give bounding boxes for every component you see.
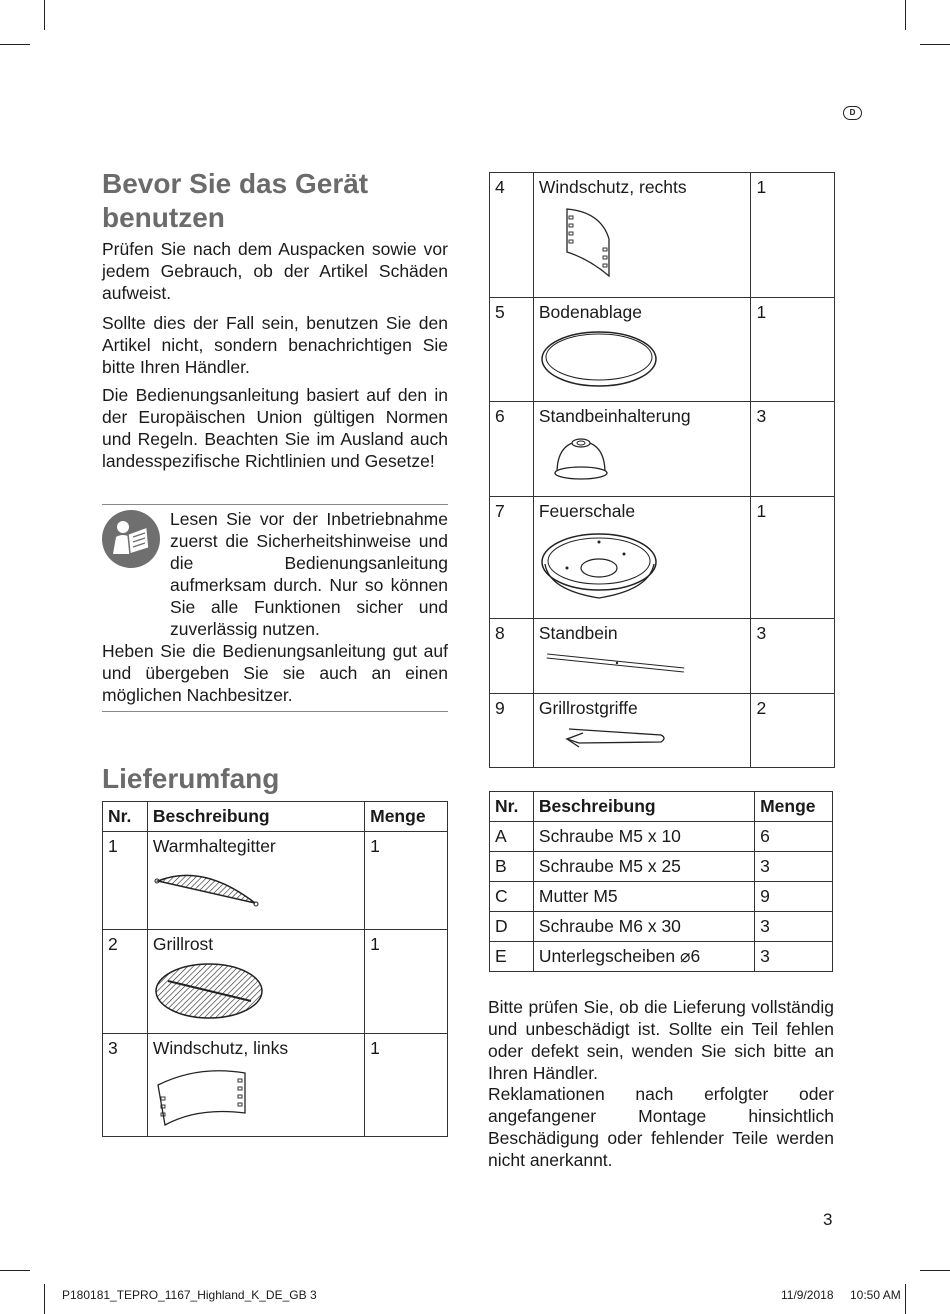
part-label: Grillrost [152, 934, 214, 954]
safety-note: Lesen Sie vor der Inbetriebnahme zuerst die Sicherheitshinweise und die Bedienungsanleitung aufmerksam durch. Nur so können Sie alle Funktionen sicher und zuverlässig nutzen. [170, 509, 448, 639]
table-row [490, 402, 835, 497]
paragraph-inspect: Prüfen Sie nach dem Auspacken sowie vor jedem Gebrauch, ob der Artikel Schäden aufweist. [102, 239, 448, 303]
crop-mark [44, 1284, 45, 1314]
windshield-left-icon [153, 1065, 253, 1127]
section-title-scope: Lieferumfang [102, 763, 280, 794]
cell-description [533, 402, 751, 497]
table-row [490, 619, 835, 694]
cell-quantity: 6 [755, 822, 833, 852]
cell-description [147, 832, 364, 930]
cell-quantity: 1 [751, 298, 835, 402]
header-quantity: Menge [365, 802, 448, 832]
table-row [490, 298, 835, 402]
cell-quantity: 2 [751, 694, 835, 768]
footer-time: 10:50 AM [850, 1288, 901, 1302]
paragraph-damage: Sollte dies der Fall sein, benutzen Sie den Artikel nicht, sondern benachrichtigen Sie bitte Ihren Händler. [102, 313, 448, 377]
cell-nr: 6 [490, 402, 534, 497]
language-badge: D [843, 106, 862, 120]
page-number: 3 [823, 1210, 833, 1229]
cell-description [533, 694, 751, 768]
section-title-before-use [102, 167, 368, 235]
header-nr: Nr. [490, 792, 534, 822]
paragraph-keep-manual: Heben Sie die Bedienungsanleitung gut auf und übergeben Sie sie auch an einen möglichen Nachbesitzer. [102, 641, 448, 705]
header-quantity: Menge [755, 792, 833, 822]
cell-nr: D [490, 912, 534, 942]
bottom-shelf-icon [539, 329, 664, 391]
cell-quantity: 9 [755, 882, 833, 912]
cell-quantity: 1 [365, 832, 448, 930]
part-label: Standbeinhalterung [538, 406, 691, 426]
cell-description [147, 930, 364, 1034]
part-label: Feuerschale [538, 501, 636, 521]
table-row [490, 882, 833, 912]
cell-description: Schraube M6 x 30 [533, 912, 754, 942]
paragraph-norms: Die Bedienungsanleitung basiert auf den in der Europäischen Union gültigen Normen und Regeln. Beachten Sie im Ausland auch landesspezifische Richtlinien und Gesetze! [102, 385, 448, 471]
crop-mark [0, 44, 30, 45]
table-row [490, 852, 833, 882]
cell-nr: 1 [103, 832, 148, 930]
table-header-row [103, 802, 448, 832]
leg-holder-icon [539, 433, 629, 481]
table-row [490, 497, 835, 619]
crop-mark [920, 44, 950, 45]
cell-nr: E [490, 942, 534, 972]
title-line-2: benutzen [102, 202, 225, 233]
table-row [490, 912, 833, 942]
cell-description: Unterlegscheiben ⌀6 [533, 942, 754, 972]
table-row [103, 930, 448, 1034]
part-label: Warmhaltegitter [152, 836, 276, 856]
title-line-1: Bevor Sie das Gerät [102, 168, 369, 199]
cell-description [533, 298, 751, 402]
cell-nr: 8 [490, 619, 534, 694]
cell-quantity: 3 [755, 912, 833, 942]
table-row [490, 694, 835, 768]
cell-nr: 5 [490, 298, 534, 402]
header-nr: Nr. [103, 802, 148, 832]
crop-mark [905, 0, 906, 30]
header-description: Beschreibung [147, 802, 364, 832]
cell-nr: C [490, 882, 534, 912]
cell-nr: 2 [103, 930, 148, 1034]
cell-description: Mutter M5 [533, 882, 754, 912]
cell-description [533, 619, 751, 694]
cell-nr: 3 [103, 1034, 148, 1137]
cell-nr: A [490, 822, 534, 852]
footer-file-name: P180181_TEPRO_1167_Highland_K_DE_GB 3 [62, 1288, 317, 1302]
table-row [490, 822, 833, 852]
divider-top [102, 504, 448, 505]
part-label: Windschutz, rechts [538, 177, 687, 197]
warming-rack-icon [153, 863, 263, 913]
windshield-right-icon [539, 204, 629, 284]
cell-description [147, 1034, 364, 1137]
cell-quantity: 1 [751, 497, 835, 619]
cell-description: Schraube M5 x 25 [533, 852, 754, 882]
cell-description [533, 173, 751, 298]
cell-quantity: 1 [365, 1034, 448, 1137]
table-row [103, 1034, 448, 1137]
fire-bowl-icon [539, 528, 664, 606]
read-manual-icon [102, 510, 160, 568]
grate-handle-icon [539, 725, 669, 753]
table-header-row [490, 792, 833, 822]
grill-grate-icon [153, 961, 268, 1021]
paragraph-complaints: Reklamationen nach erfolgter oder angefangener Montage hinsichtlich Beschädigung oder fehlender Teile werden nicht anerkannt. [488, 1084, 834, 1170]
part-label: Standbein [538, 623, 618, 643]
footer-date: 11/9/2018 [781, 1288, 834, 1302]
cell-quantity: 1 [365, 930, 448, 1034]
cell-nr: 7 [490, 497, 534, 619]
cell-quantity: 1 [751, 173, 835, 298]
cell-description: Schraube M5 x 10 [533, 822, 754, 852]
paragraph-check-delivery: Bitte prüfen Sie, ob die Lieferung vollständig und unbeschädigt ist. Sollte ein Teil fehlen oder defekt sein, wenden Sie sich bitte an Ihren Händler. [488, 997, 834, 1083]
cell-quantity: 3 [755, 942, 833, 972]
table-row [103, 832, 448, 930]
cell-nr: 4 [490, 173, 534, 298]
header-description: Beschreibung [533, 792, 754, 822]
table-row [490, 942, 833, 972]
parts-table-right [489, 172, 835, 768]
divider-bottom [102, 711, 448, 712]
part-label: Windschutz, links [152, 1038, 289, 1058]
crop-mark [920, 1270, 950, 1271]
cell-quantity: 3 [751, 402, 835, 497]
table-row [490, 173, 835, 298]
cell-quantity: 3 [751, 619, 835, 694]
crop-mark [0, 1270, 30, 1271]
cell-nr: 9 [490, 694, 534, 768]
leg-icon [539, 650, 689, 678]
crop-mark [905, 1284, 906, 1314]
cell-quantity: 3 [755, 852, 833, 882]
crop-mark [44, 0, 45, 30]
cell-description [533, 497, 751, 619]
hardware-table [489, 791, 833, 972]
part-label: Grillrostgriffe [538, 698, 638, 718]
parts-table-left [102, 801, 448, 1137]
part-label: Bodenablage [538, 302, 642, 322]
cell-nr: B [490, 852, 534, 882]
